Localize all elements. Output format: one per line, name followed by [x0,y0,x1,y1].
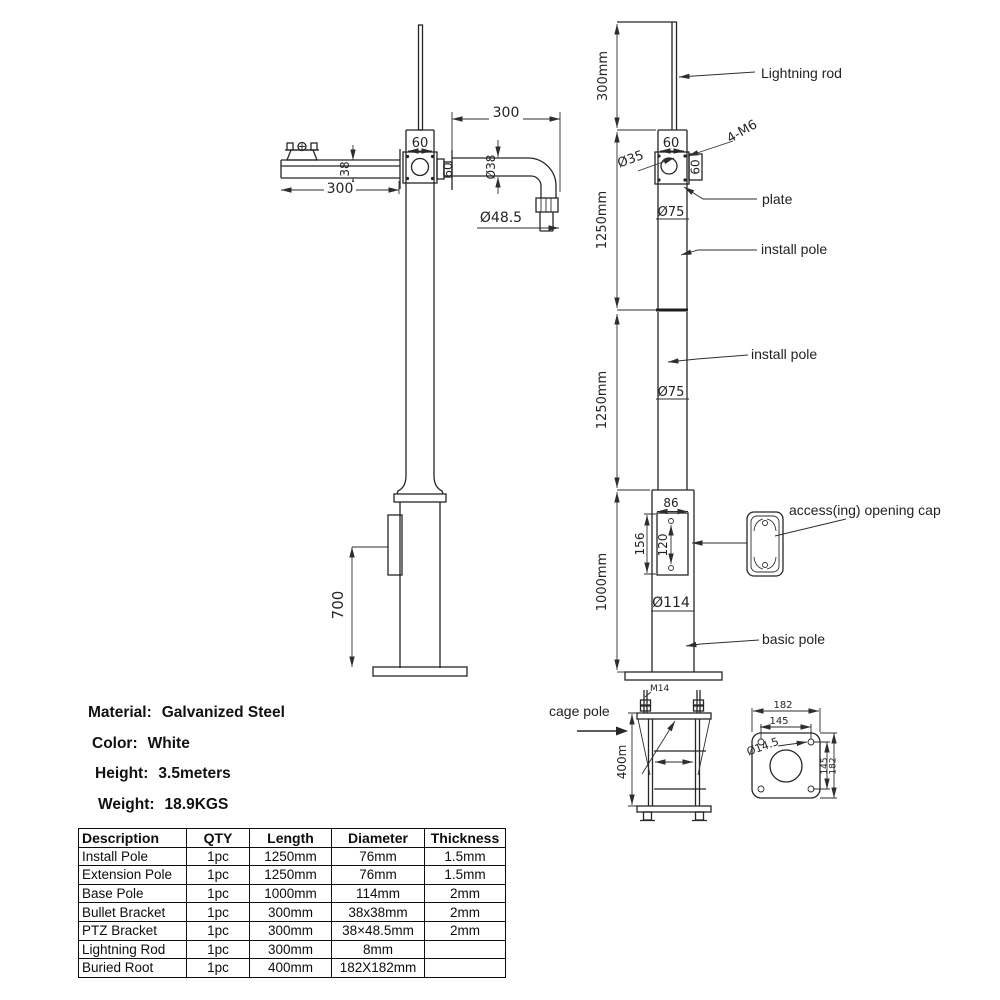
cell: 76mm [332,866,425,885]
col-qty: QTY [187,829,250,848]
col-thickness: Thickness [425,829,506,848]
cell: 38×48.5mm [332,921,425,940]
cell: 2mm [425,884,506,903]
cell: Buried Root [79,959,187,978]
cell [425,959,506,978]
cell: 1pc [187,866,250,885]
base-pole-front [373,469,467,676]
label-basic-pole: basic pole [762,631,826,647]
cell: 8mm [332,940,425,959]
spec-color [92,729,285,760]
cell: 1250mm [250,866,332,885]
cell: 400mm [250,959,332,978]
label-install-pole-1: install pole [761,241,828,257]
dim-section3-height: 1000mm [595,552,610,612]
table-row [79,847,506,866]
dim-right-arm-length: 300 [492,105,520,121]
dim-flange-span: 145 [769,716,789,727]
dim-cage-height: 400m [615,744,629,780]
label-lightning-rod: Lightning rod [761,65,842,81]
table-header-row [79,829,506,848]
dim-right-arm-dia: Ø38 [484,154,498,180]
specs-block [88,698,285,820]
cage-view [549,684,711,821]
parts-table [78,828,506,978]
install-pole-1-outline [658,130,687,310]
cell: 182X182mm [332,959,425,978]
dim-plate-side: 60 [688,159,703,175]
col-description: Description [79,829,187,848]
dim-plate-hole-dia: Ø35 [615,148,646,172]
spec-color-value: White [147,734,190,752]
dim-pole1-dia: Ø75 [657,205,685,220]
col-diameter: Diameter [332,829,425,848]
lightning-rod-side [672,22,677,130]
dim-head-side: 60 [441,162,455,178]
dim-plate-bolts: 4-M6 [724,117,761,147]
camera-mount [285,143,319,161]
cell: Install Pole [79,847,187,866]
cell: 1.5mm [425,847,506,866]
dim-rod-height: 300mm [596,50,611,102]
label-install-pole-2: install pole [751,346,818,362]
cell: 300mm [250,903,332,922]
dim-plate-top: 60 [662,136,680,151]
table-row [79,921,506,940]
dim-left-arm-length: 300 [326,181,354,197]
dim-drop-dia: Ø48.5 [479,210,523,226]
dim-access-width: 86 [663,496,679,510]
spec-color-label: Color: [92,734,138,752]
spec-weight-label: Weight: [98,796,155,814]
spec-height [95,759,285,790]
front-view [281,25,560,676]
cell: 300mm [250,921,332,940]
dim-flange-outer: 182 [773,700,793,711]
dim-flange-hole-dia: Ø14.5 [745,734,781,759]
cell: 1.5mm [425,866,506,885]
cell: Bullet Bracket [79,903,187,922]
cell: 300mm [250,940,332,959]
spec-height-value: 3.5meters [158,765,231,783]
label-access-cap: access(ing) opening cap [789,502,941,518]
cage-pointer-arrow [577,727,628,736]
label-plate: plate [762,191,793,207]
cell: 2mm [425,921,506,940]
base-plate-side [625,672,722,680]
spec-material-value: Galvanized Steel [161,704,285,722]
spec-material-label: Material: [88,704,152,722]
dim-section2-height: 1250mm [595,370,610,430]
cell: 1pc [187,903,250,922]
cell: Lightning Rod [79,940,187,959]
cell: 1pc [187,884,250,903]
dim-head-top: 60 [411,136,429,151]
col-length: Length [250,829,332,848]
dim-section1-height: 1250mm [595,190,610,250]
cell: 114mm [332,884,425,903]
label-cage-pole: cage pole [549,703,610,719]
dim-bolt-thread: M14 [650,684,670,694]
upper-pole-front [406,130,434,469]
dim-left-arm-height: 38 [338,161,352,177]
spec-height-label: Height: [95,765,149,783]
dim-base-dia: Ø114 [652,595,690,611]
spec-weight [98,790,285,821]
dim-flange-outer-side: 182 [828,757,839,775]
dim-flange-span-side: 145 [820,757,830,775]
cell: 1250mm [250,847,332,866]
cell: PTZ Bracket [79,921,187,940]
lightning-rod-front [419,25,423,130]
side-view [595,22,941,680]
cell: Base Pole [79,884,187,903]
cell: 1pc [187,940,250,959]
cell [425,940,506,959]
install-pole-2-outline [658,312,687,490]
spec-weight-value: 18.9KGS [164,796,229,814]
table-row [79,959,506,978]
cell: 1pc [187,921,250,940]
cell: 38x38mm [332,903,425,922]
access-cap-view [747,512,783,576]
cell: 2mm [425,903,506,922]
table-row [79,884,506,903]
dim-pole2-dia: Ø75 [657,385,685,400]
dim-door-height: 700 [329,590,347,620]
cell: 1pc [187,959,250,978]
table-row [79,903,506,922]
table-row [79,940,506,959]
dim-access-height: 156 [633,532,647,556]
spec-material [88,698,285,729]
cell: 76mm [332,847,425,866]
cell: 1000mm [250,884,332,903]
cell: 1pc [187,847,250,866]
flange-view [745,700,838,798]
dim-access-hole-span: 120 [656,533,670,557]
cell: Extension Pole [79,866,187,885]
table-row [79,866,506,885]
mount-plate-front [403,152,437,183]
